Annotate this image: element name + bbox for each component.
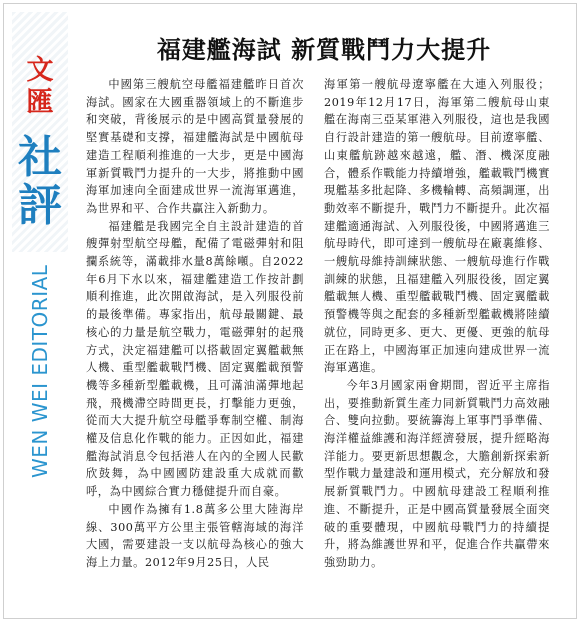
article-paragraph: 海軍第一艘航母遼寧艦在大連入列服役；2019年12月17日，海軍第二艘航母山東艦在海南三亞某軍港入列服役，這也是我國自行設計建造的第一艘航母。目前遼寧艦、山東艦航跡越來越遠，艦、潛、機深度融合，體系作戰能力持續增強，艦載戰鬥機實現艦基多批起降、多機輪轉、高頻調運，出動效率不斷提升，戰鬥力不斷提升。此次福建艦適通海試、入列服役後，中國將邁進三航母時代，即可達到一艘航母在廠裏維修、一艘航母維持訓練狀態、一艘航母進行作戰訓練的狀態，且福建艦入列服役後，固定翼艦載無人機、重型艦載戰鬥機、固定翼艦載預警機等與之配套的多種新型艦載機將陸續就位，同時更多、更大、更優、更強的航母正在路上，中國海軍正加速向建成世界一流海軍邁進。 (324, 78, 550, 375)
article-paragraph: 福建艦是我國完全自主設計建造的首艘彈射型航空母艦，配備了電磁彈射和阻攔系統等，滿載排水量8萬餘噸。自2022年6月下水以來，福建艦建造工作按計劃順利推進，此次開啟海試，是入列服役前的最後準備。專家指出，航母最關鍵、最核心的力量是航空戰力，電磁彈射的起飛方式，決定福建艦可以搭載固定翼艦載無人機、重型艦載戰鬥機、固定翼艦載預警機等多種新型艦載機，且可滿油滿彈地起飛，飛機滯空時間更長，打擊能力更強，從而大大提升航空母艦爭奪制空權、制海權及信息化作戰的能力。正因如此，福建艦海試消息令包括港人在內的全國人民歡欣鼓舞，為中國國防建設重大成就而歡呼，為中國綜合實力穩健提升而自豪。 (86, 219, 304, 499)
sidebar-masthead (12, 12, 68, 612)
editorial-label-text: WEN WEI EDITORIAL (28, 264, 52, 478)
article-paragraph: 今年3月國家兩會期間，習近平主席指出，要推動新質生產力同新質戰鬥力高效融合、雙向拉動。要統籌海上軍事鬥爭準備、海洋權益維護和海洋經濟發展，提升經略海洋能力。要更新思想觀念，大膽創新探索新型作戰力量建設和運用模式，充分解放和發展新質戰鬥力。中國航母建設工程順利推進、不斷提升，正是中國高質量發展全面突破的重要體現，中國航母戰鬥力的持續提升，將為維護世界和平，促進合作共贏帶來強勁助力。 (324, 378, 550, 569)
article-paragraph: 中國第三艘航空母艦福建艦昨日首次海試。國家在大國重器領域上的不斷進步和突破，背後展示的是中國高質量發展的堅實基礎和支撐，福建艦海試是中國航母建造工程順利推進的一大步，更是中國海軍新質戰鬥力提升的一大步，將推動中國海軍加速向全面建成世界一流海軍邁進，為世界和平、合作共贏注入新動力。 (86, 78, 304, 215)
article-paragraph: 中國作為擁有1.8萬多公里大陸海岸線、300萬平方公里主張管轄海域的海洋大國，需要建設一支以航母為核心的強大海上力量。2012年9月25日，人民 (86, 502, 304, 569)
brand-char-wei: 匯 (26, 87, 54, 118)
column-char-ping: 評 (18, 180, 62, 231)
article-title: 福建艦海試 新質戰鬥力大提升 (156, 35, 492, 64)
article-column-right (324, 76, 550, 572)
column-char-she: 社 (18, 132, 62, 183)
brand-char-wen: 文 (26, 55, 54, 86)
article-column-left (86, 76, 304, 572)
